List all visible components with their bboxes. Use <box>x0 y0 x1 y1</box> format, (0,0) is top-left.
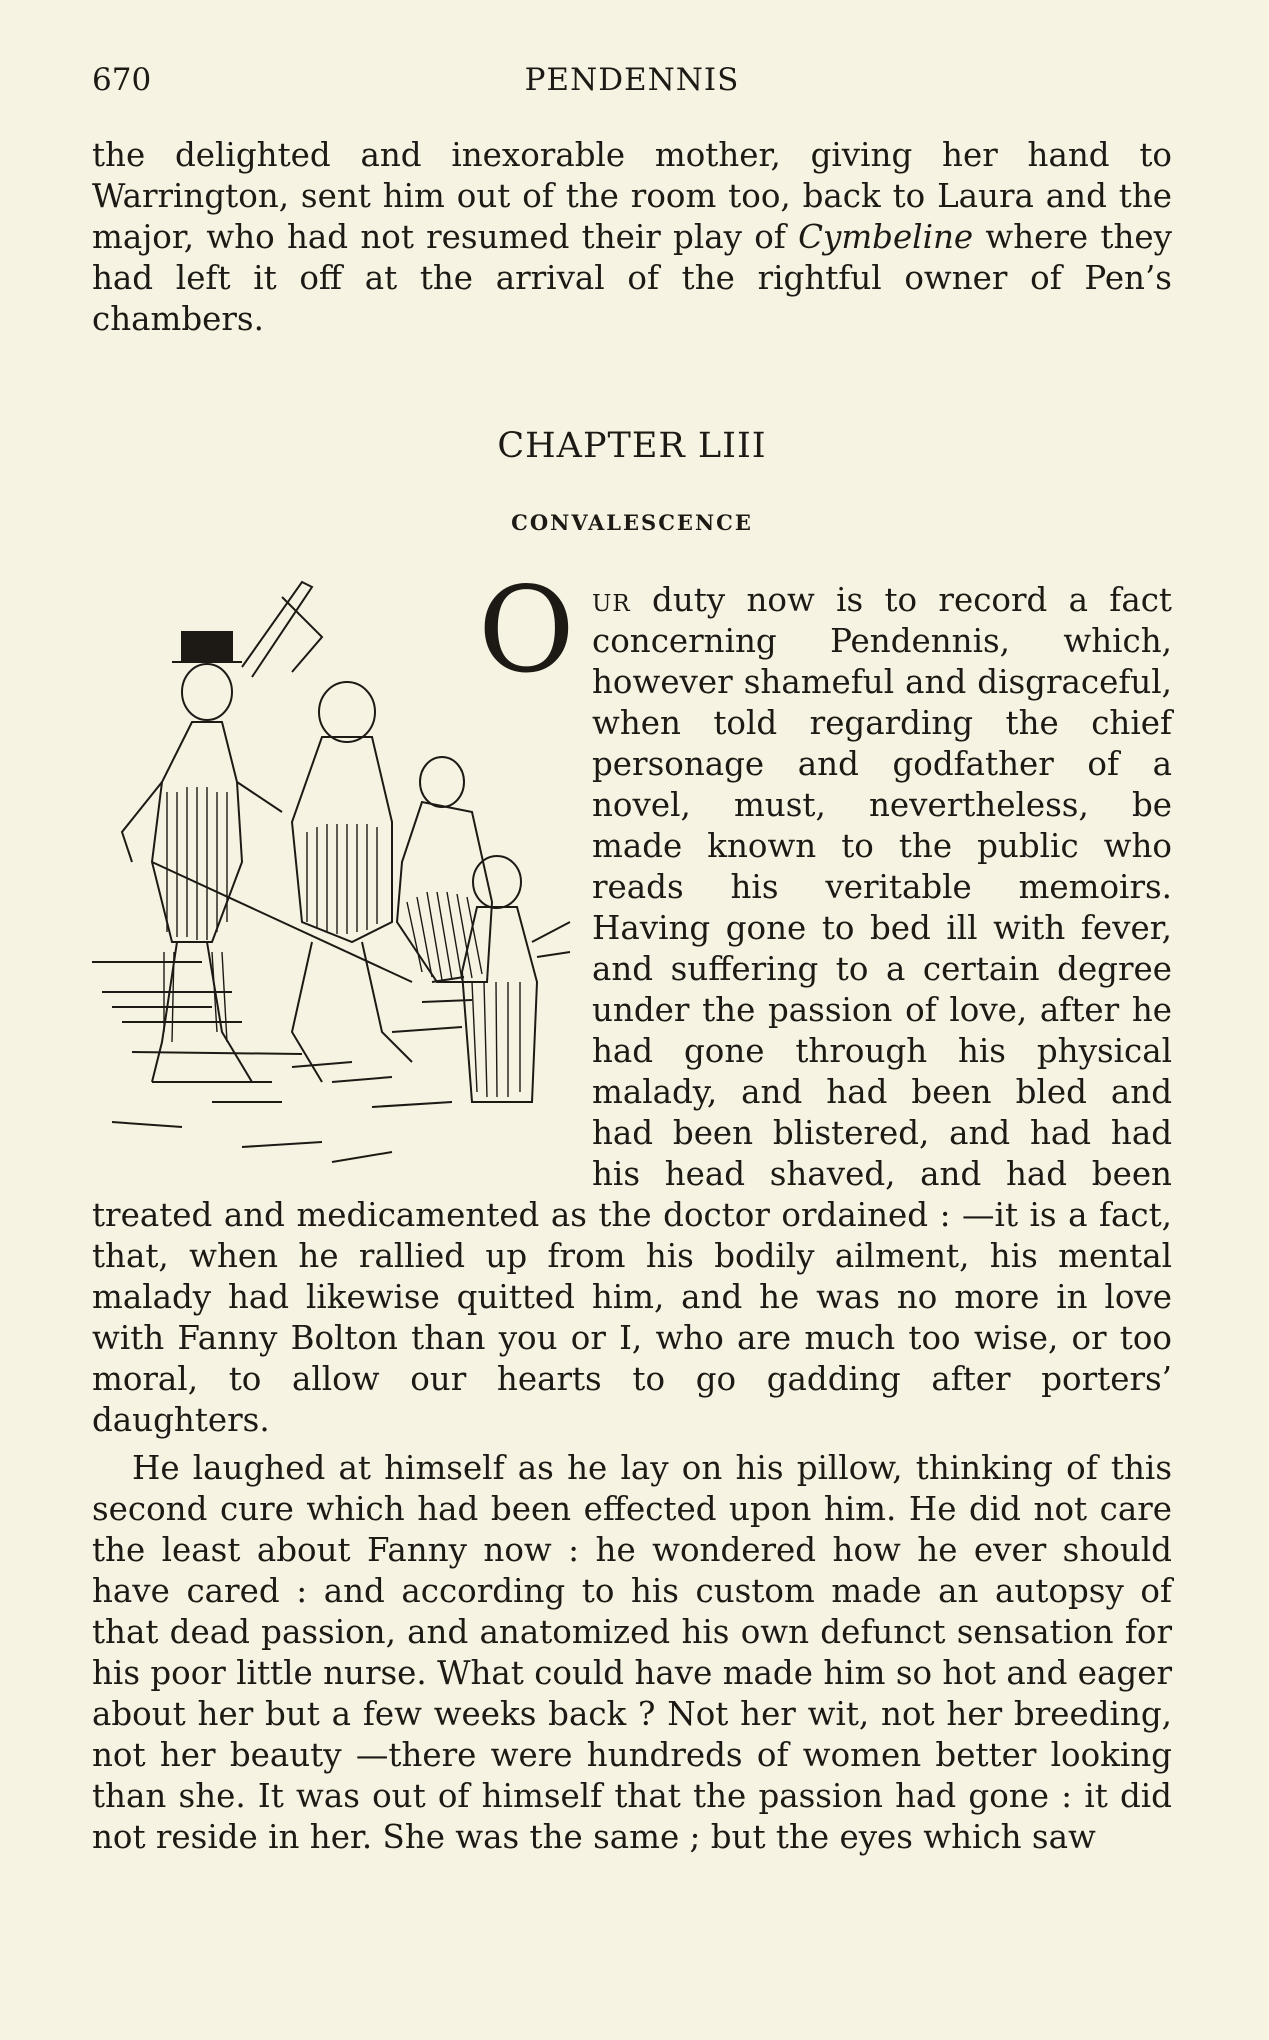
continuation-italic: Cymbeline <box>798 218 974 256</box>
chapter-heading: CHAPTER LIII <box>497 426 767 466</box>
chapter-paragraph-1 <box>92 580 1172 1441</box>
paragraph-1-text: duty now is to record a fact concerning Pendennis, which, however shameful and disgraceful, when told regarding the chief personage and godfather of a novel, must, nevertheless, be made known to the public who reads his veritable memoirs. Having gone to bed ill with fever, and suffering to a certain degree under the passion of love, after he had gone through his physical malady, and had been bled and had been blistered, and had had his head shaved, and had been treated and medicamented as the doctor ordained : —it is a fact, that, when he rallied up from his bodily ailment, his mental malady had likewise quitted him, and he was no more in love with Fanny Bolton than you or I, who are much too wise, or too moral, to allow our hearts to go gadding after porters’ daughters. <box>92 581 1172 1439</box>
chapter-paragraph-2: He laughed at himself as he lay on his pillow, thinking of this second cure which had been effected upon him. He did not care the least about Fanny now : he wondered how he ever should have cared : and according to his custom made an autopsy of that dead passion, and anatomized his own defunct sensation for his poor little nurse. What could have made him so hot and eager about her but a few weeks back ? Not her wit, not her breeding, not her beauty —there were hundreds of women better looking than she. It was out of himself that the passion had gone : it did not reside in her. She was the same ; but the eyes which saw <box>92 1449 1172 1856</box>
page-number: 670 <box>92 62 152 98</box>
illustration-wrap-space <box>92 580 592 1193</box>
chapter-subtitle: CONVALESCENCE <box>511 510 753 535</box>
drop-cap-continuation: ur <box>592 581 631 619</box>
running-head <box>92 58 1172 102</box>
continuation-text: the delighted and inexorable mother, giving her hand to Warrington, sent him out of the room too, back to Laura and the major, who had not resumed their play of <box>92 136 1172 256</box>
continuation-paragraph <box>92 135 1172 340</box>
running-title: PENDENNIS <box>524 62 740 98</box>
drop-cap: O <box>478 561 575 699</box>
continuation-end: where they had left it off at the arrival of the rightful owner of Pen’s chambers. <box>92 218 1172 338</box>
